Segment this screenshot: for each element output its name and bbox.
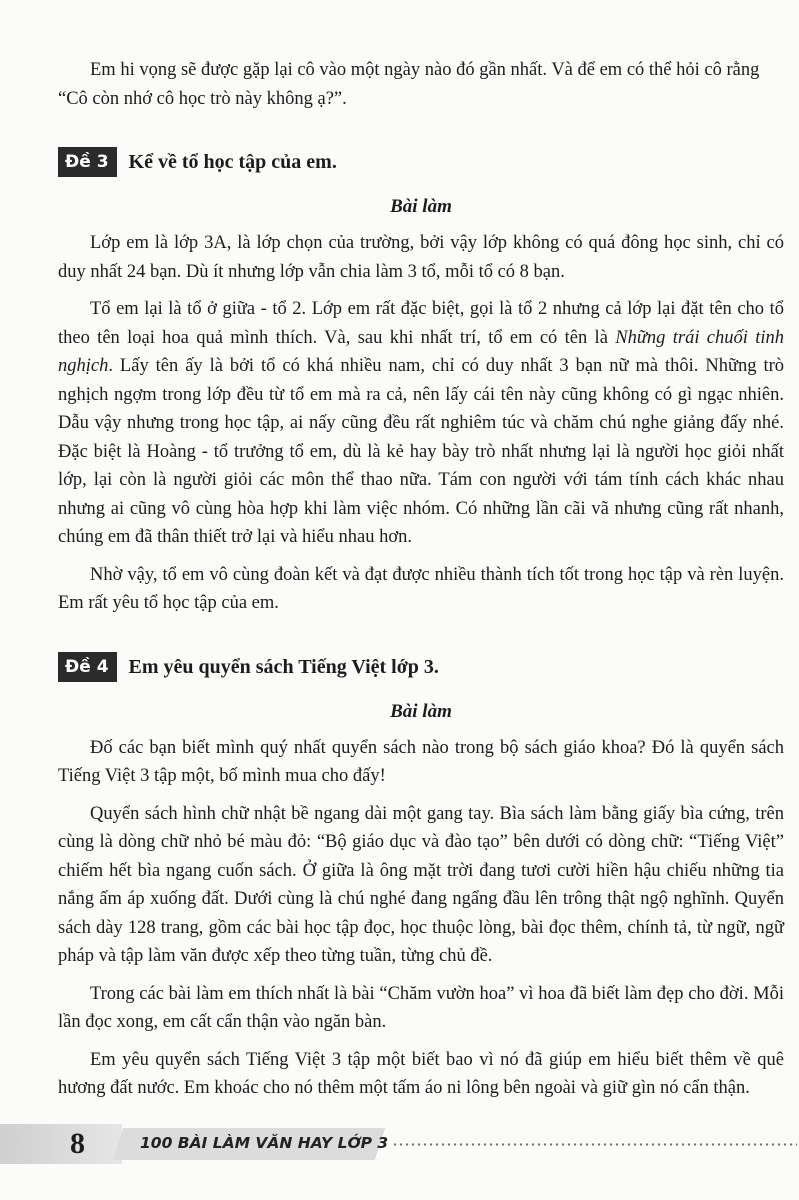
de3-paragraph-2: [58, 295, 784, 552]
page-footer: [0, 1124, 799, 1164]
de4-bailam-heading: Bài làm: [390, 700, 452, 722]
de4-header: [58, 652, 784, 682]
footer-dotted-rule: [392, 1143, 797, 1146]
de4-paragraph-2: Quyển sách hình chữ nhật bề ngang dài một gang tay. Bìa sách làm bằng giấy bìa cứng, trên cùng là dòng chữ nhỏ bé màu đỏ: “Bộ giáo dục và đào tạo” bên dưới có dòng chữ: “Tiếng Việt” chiếm hết bìa ngang cuốn sách. Ở giữa là ông mặt trời đang tươi cười hiền hậu chiếu những tia nắng ấm áp xuống đất. Dưới cùng là chú nghé đang ngẩng đầu lên trông thật ngộ nghĩnh. Quyển sách dày 128 trang, gồm các bài học tập đọc, học thuộc lòng, bài đọc thêm, chính tả, từ ngữ, ngữ pháp và tập làm văn được xếp theo từng tuần, từng chủ đề.: [58, 803, 784, 966]
de3-p2-group-name: Những trái chuối tinh nghịch: [58, 327, 784, 376]
de4-paragraph-3: Trong các bài làm em thích nhất là bài “Chăm vườn hoa” vì hoa đã biết làm đẹp cho đời. Mỗi lần đọc xong, em cất cẩn thận vào ngăn bàn.: [58, 983, 784, 1032]
de3-bailam-heading: Bài làm: [390, 196, 452, 217]
de4-paragraph-4: Em yêu quyển sách Tiếng Việt 3 tập một biết bao vì nó đã giúp em hiểu biết thêm về quê hương đất nước. Em khoác cho nó thêm một tấm áo ni lông bên ngoài và giữ gìn nó cẩn thận.: [58, 1049, 784, 1098]
de4-badge: Đề 4: [58, 652, 117, 682]
de3-p2-text-b: . Lấy tên ấy là bởi tổ có khá nhiều nam, chỉ có duy nhất 3 bạn nữ mà thôi. Những trò nghịch ngợm trong lớp đều từ tổ em mà ra cả, nên lấy cái tên này cũng không có gì ngạc nhiên. Dẫu vậy nhưng trong học tập, ai nấy cũng đều rất nghiêm túc và chăm chú nghe giảng đấy nhé. Đặc biệt là Hoàng - tổ trưởng tổ em, dù là kẻ hay bày trò nhất nhưng lại là người học giỏi nhất lớp, lại còn là người giỏi các môn thể thao nữa. Tám con người với tám tính cách khác nhau nhưng ai cũng vô cùng hòa hợp khi làm việc nhóm. Có những lần cãi vã nhưng cũng rất nhanh, chúng em đã thân thiết trở lại và hiểu nhau hơn.: [58, 356, 784, 547]
de3-paragraph-3: Nhờ vậy, tổ em vô cùng đoàn kết và đạt được nhiều thành tích tốt trong học tập và rèn luyện. Em rất yêu tổ học tập của em.: [58, 564, 784, 613]
de3-header: [58, 147, 784, 177]
intro-line-1: Em hi vọng sẽ được gặp lại cô vào một ngày nào đó gần nhất. Và để em có thể hỏi cô rằng: [90, 60, 760, 80]
de3-title: Kể về tổ học tập của em.: [128, 151, 337, 173]
intro-line-2: “Cô còn nhớ cô học trò này không ạ?”.: [58, 88, 347, 109]
intro-paragraph: [58, 56, 784, 113]
de3-badge: Đề 3: [58, 147, 117, 177]
de3-paragraph-1: Lớp em là lớp 3A, là lớp chọn của trường, bởi vậy lớp không có quá đông học sinh, chỉ có duy nhất 24 bạn. Dù ít nhưng lớp vẫn chia làm 3 tổ, mỗi tổ có 8 bạn.: [58, 233, 784, 282]
book-title: 100 BÀI LÀM VĂN HAY LỚP 3: [140, 1134, 389, 1152]
de4-title: Em yêu quyển sách Tiếng Việt lớp 3.: [128, 655, 439, 678]
de3-p2-text-a: Tổ em lại là tổ ở giữa - tổ 2. Lớp em rất đặc biệt, gọi là tổ 2 nhưng cả lớp lại đặt tên cho tổ theo tên loại hoa quả mình thích. Và, sau khi nhất trí, tổ em có tên là: [58, 299, 784, 348]
page-body: [58, 56, 784, 1112]
de4-paragraph-1: Đố các bạn biết mình quý nhất quyển sách nào trong bộ sách giáo khoa? Đó là quyển sách Tiếng Việt 3 tập một, bố mình mua cho đấy!: [58, 737, 784, 786]
page-number: 8: [70, 1127, 85, 1160]
footer-number-tab: [0, 1124, 122, 1164]
